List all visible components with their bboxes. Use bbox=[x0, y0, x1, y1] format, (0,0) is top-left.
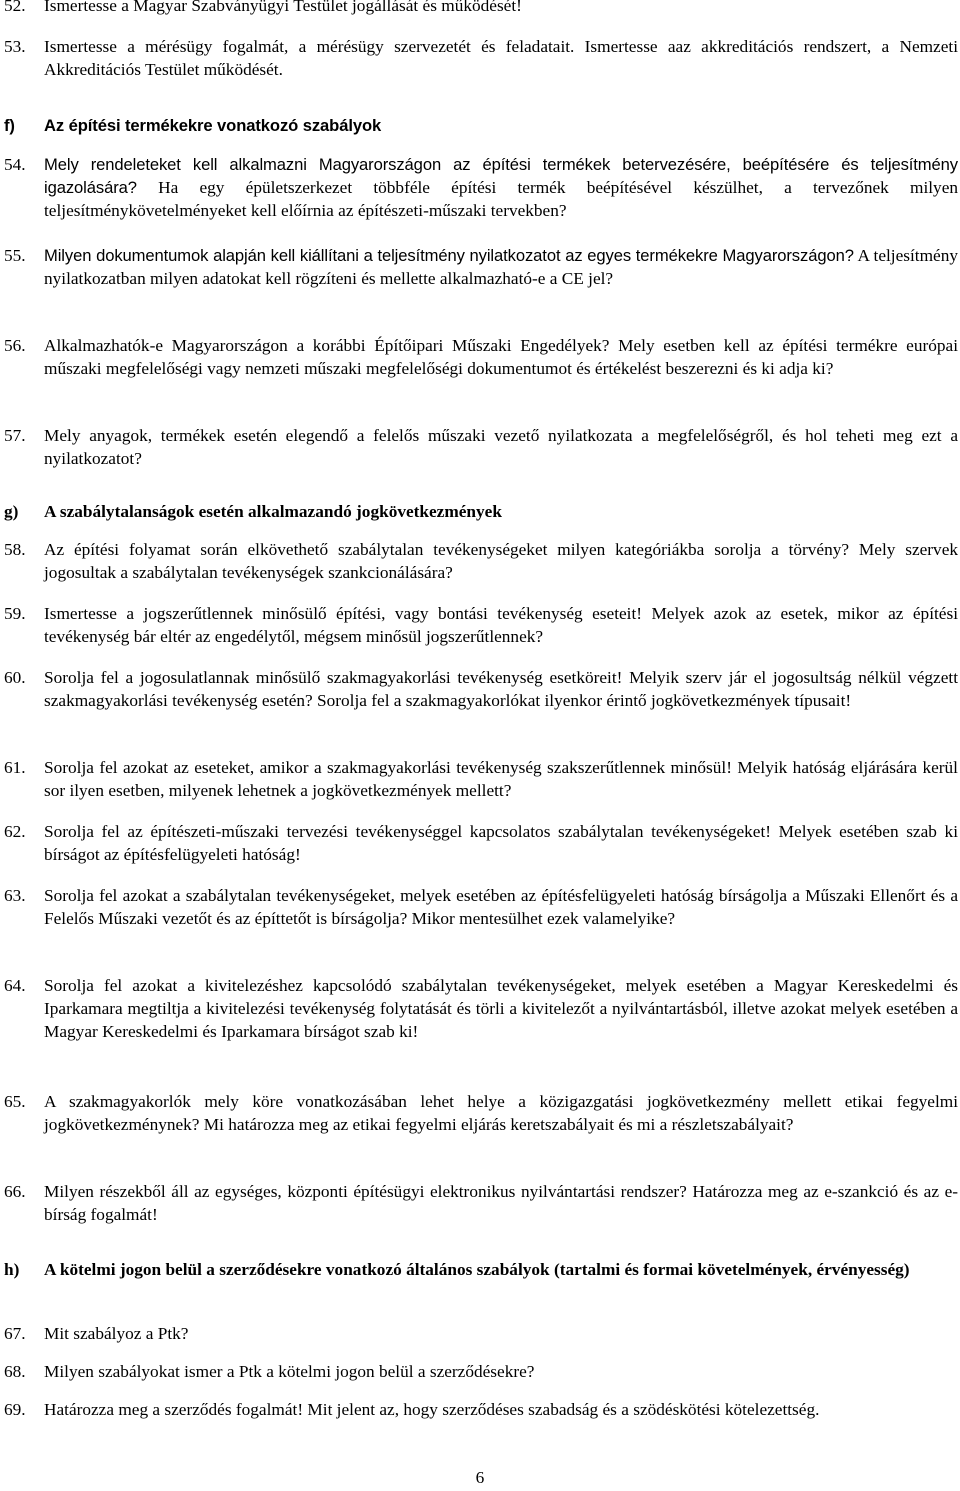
question-text: A szakmagyakorlók mely köre vonatkozásában lehet helye a közigazgatási jogkövetkezmény mellett etikai fegyelmi jogkövetkezménynek? Mi határozza meg az etikai fegyelmi eljárás keretszabályait és mi a részletszabályait? bbox=[44, 1092, 958, 1134]
question-text: Sorolja fel a jogosulatlannak minősülő szakmagyakorlási tevékenység esetköreit! Melyik szerv jár el jogosultság nélkül végzett szakmagyakorlási tevékenység esetén? Sorolja fel a szakmagyakorlókat ilyenkor érintő jogkövetkezmények típusait! bbox=[44, 668, 958, 710]
question-number: 67. bbox=[4, 1324, 26, 1343]
section-letter: g) bbox=[4, 502, 19, 521]
question-text: Ismertesse a mérésügy fogalmát, a mérésügy szervezetét és feladatait. Ismertesse aaz akkreditációs rendszert, a Nemzeti Akkreditációs Testület működését. bbox=[44, 37, 958, 79]
question-number: 53. bbox=[4, 37, 26, 56]
question-number: 58. bbox=[4, 540, 26, 559]
question-58 bbox=[4, 538, 958, 584]
question-number: 56. bbox=[4, 336, 26, 355]
question-57 bbox=[4, 424, 958, 470]
question-number: 55. bbox=[4, 246, 26, 265]
section-heading-g bbox=[4, 500, 958, 523]
question-text: Milyen dokumentumok alapján kell kiállítani a teljesítmény nyilatkozatot az egyes termékekre Magyarországon? bbox=[44, 246, 854, 265]
question-text: Sorolja fel azokat a kivitelezéshez kapcsolódó szabálytalan tevékenységeket, melyek esetében a Magyar Kereskedelmi és Iparkamara megtiltja a kivitelezési tevékenység folytatását és törli a kivitelezőt a nyilvántartásból, illetve azokat melyek esetében a Magyar Kereskedelmi és Iparkamara bírságot szab ki! bbox=[44, 976, 958, 1041]
question-number: 63. bbox=[4, 886, 26, 905]
question-number: 61. bbox=[4, 758, 26, 777]
question-text: Milyen részekből áll az egységes, központi építésügyi elektronikus nyilvántartási rendszer? Határozza meg az e-szankció és az e-bírság fogalmát! bbox=[44, 1182, 958, 1224]
question-text: Sorolja fel az építészeti-műszaki tervezési tevékenységgel kapcsolatos szabálytalan tevékenységeket! Melyek esetében szab ki bírságot az építésfelügyeleti hatóság! bbox=[44, 822, 958, 864]
question-52 bbox=[4, 0, 958, 17]
question-55 bbox=[4, 244, 958, 290]
question-67 bbox=[4, 1322, 958, 1345]
question-53 bbox=[4, 35, 958, 81]
question-64 bbox=[4, 974, 958, 1043]
question-63 bbox=[4, 884, 958, 930]
question-text: Ismertesse a jogszerűtlennek minősülő építési, vagy bontási tevékenység eseteit! Melyek azok az esetek, mikor az építési tevékenység bár eltér az engedélytől, mégsem minősül jogszerűtlennek? bbox=[44, 604, 958, 646]
question-text: Alkalmazhatók-e Magyarországon a korábbi Építőipari Műszaki Engedélyek? Mely esetben kell az építési termékre európai műszaki megfelelőségi vagy nemzeti műszaki megfelelőségi dokumentumot és értékelést beszerezni és ki adja ki? bbox=[44, 336, 958, 378]
question-number: 52. bbox=[4, 0, 26, 15]
question-68 bbox=[4, 1360, 958, 1383]
question-56 bbox=[4, 334, 958, 380]
question-59 bbox=[4, 602, 958, 648]
section-title: A szabálytalanságok esetén alkalmazandó jogkövetkezmények bbox=[44, 502, 502, 521]
question-text: Az építési folyamat során elkövethető szabálytalan tevékenységeket milyen kategóriákba sorolja a törvény? Mely szervek jogosultak a szabálytalan tevékenységek szankcionálására? bbox=[44, 540, 958, 582]
question-text: Sorolja fel azokat a szabálytalan tevékenységeket, melyek esetében az építésfelügyeleti hatóság bírságolja a Műszaki Ellenőrt és a Felelős Műszaki vezetőt és az építtetőt is bírságolja? Mikor mentesülhet ezek valamelyike? bbox=[44, 886, 958, 928]
question-number: 60. bbox=[4, 668, 26, 687]
question-60 bbox=[4, 666, 958, 712]
section-title: Az építési termékekre vonatkozó szabályok bbox=[44, 116, 382, 135]
question-number: 64. bbox=[4, 976, 26, 995]
question-54 bbox=[4, 153, 958, 222]
section-heading-h bbox=[4, 1258, 958, 1281]
question-number: 62. bbox=[4, 822, 26, 841]
page-number: 6 bbox=[475, 1468, 485, 1487]
question-text: Határozza meg a szerződés fogalmát! Mit jelent az, hogy szerződéses szabadság és a szödéskötési kötelezettség. bbox=[44, 1400, 820, 1419]
question-number: 65. bbox=[4, 1092, 26, 1111]
question-number: 54. bbox=[4, 155, 26, 174]
question-61 bbox=[4, 756, 958, 802]
question-text-continued: A teljesítmény nyilatkozatban milyen adatokat kell rögzíteni és mellette alkalmazható-e a CE jel? bbox=[44, 246, 958, 288]
question-text: Mely rendeleteket kell alkalmazni Magyarországon az építési termékek betervezésére, beépítésére és teljesítmény igazolására? bbox=[44, 155, 958, 197]
question-65 bbox=[4, 1090, 958, 1136]
question-66 bbox=[4, 1180, 958, 1226]
question-69 bbox=[4, 1398, 958, 1421]
question-number: 68. bbox=[4, 1362, 26, 1381]
question-text: Mit szabályoz a Ptk? bbox=[44, 1324, 189, 1343]
question-number: 66. bbox=[4, 1182, 26, 1201]
section-heading-f bbox=[4, 114, 958, 137]
question-number: 69. bbox=[4, 1400, 26, 1419]
question-number: 59. bbox=[4, 604, 26, 623]
section-title: A kötelmi jogon belül a szerződésekre vonatkozó általános szabályok (tartalmi és formai követelmények, érvényesség) bbox=[44, 1260, 910, 1279]
question-text-continued: Ha egy épületszerkezet többféle építési termék beépítésével készülhet, a tervezőnek milyen teljesítménykövetelményeket kell előírnia az építészeti-műszaki tervekben? bbox=[44, 178, 958, 220]
question-text: Ismertesse a Magyar Szabványügyi Testület jogállását és működését! bbox=[44, 0, 522, 15]
question-number: 57. bbox=[4, 426, 26, 445]
question-62 bbox=[4, 820, 958, 866]
section-letter: f) bbox=[4, 116, 15, 135]
question-text: Sorolja fel azokat az eseteket, amikor a szakmagyakorlási tevékenység szakszerűtlennek minősül! Melyik hatóság eljárására kerül sor ilyen esetben, milyenek lehetnek a jogkövetkezmények mellett? bbox=[44, 758, 958, 800]
question-text: Mely anyagok, termékek esetén elegendő a felelős műszaki vezető nyilatkozata a megfelelőségről, és hol teheti meg ezt a nyilatkozatot? bbox=[44, 426, 958, 468]
question-text: Milyen szabályokat ismer a Ptk a kötelmi jogon belül a szerződésekre? bbox=[44, 1362, 535, 1381]
section-letter: h) bbox=[4, 1260, 20, 1279]
